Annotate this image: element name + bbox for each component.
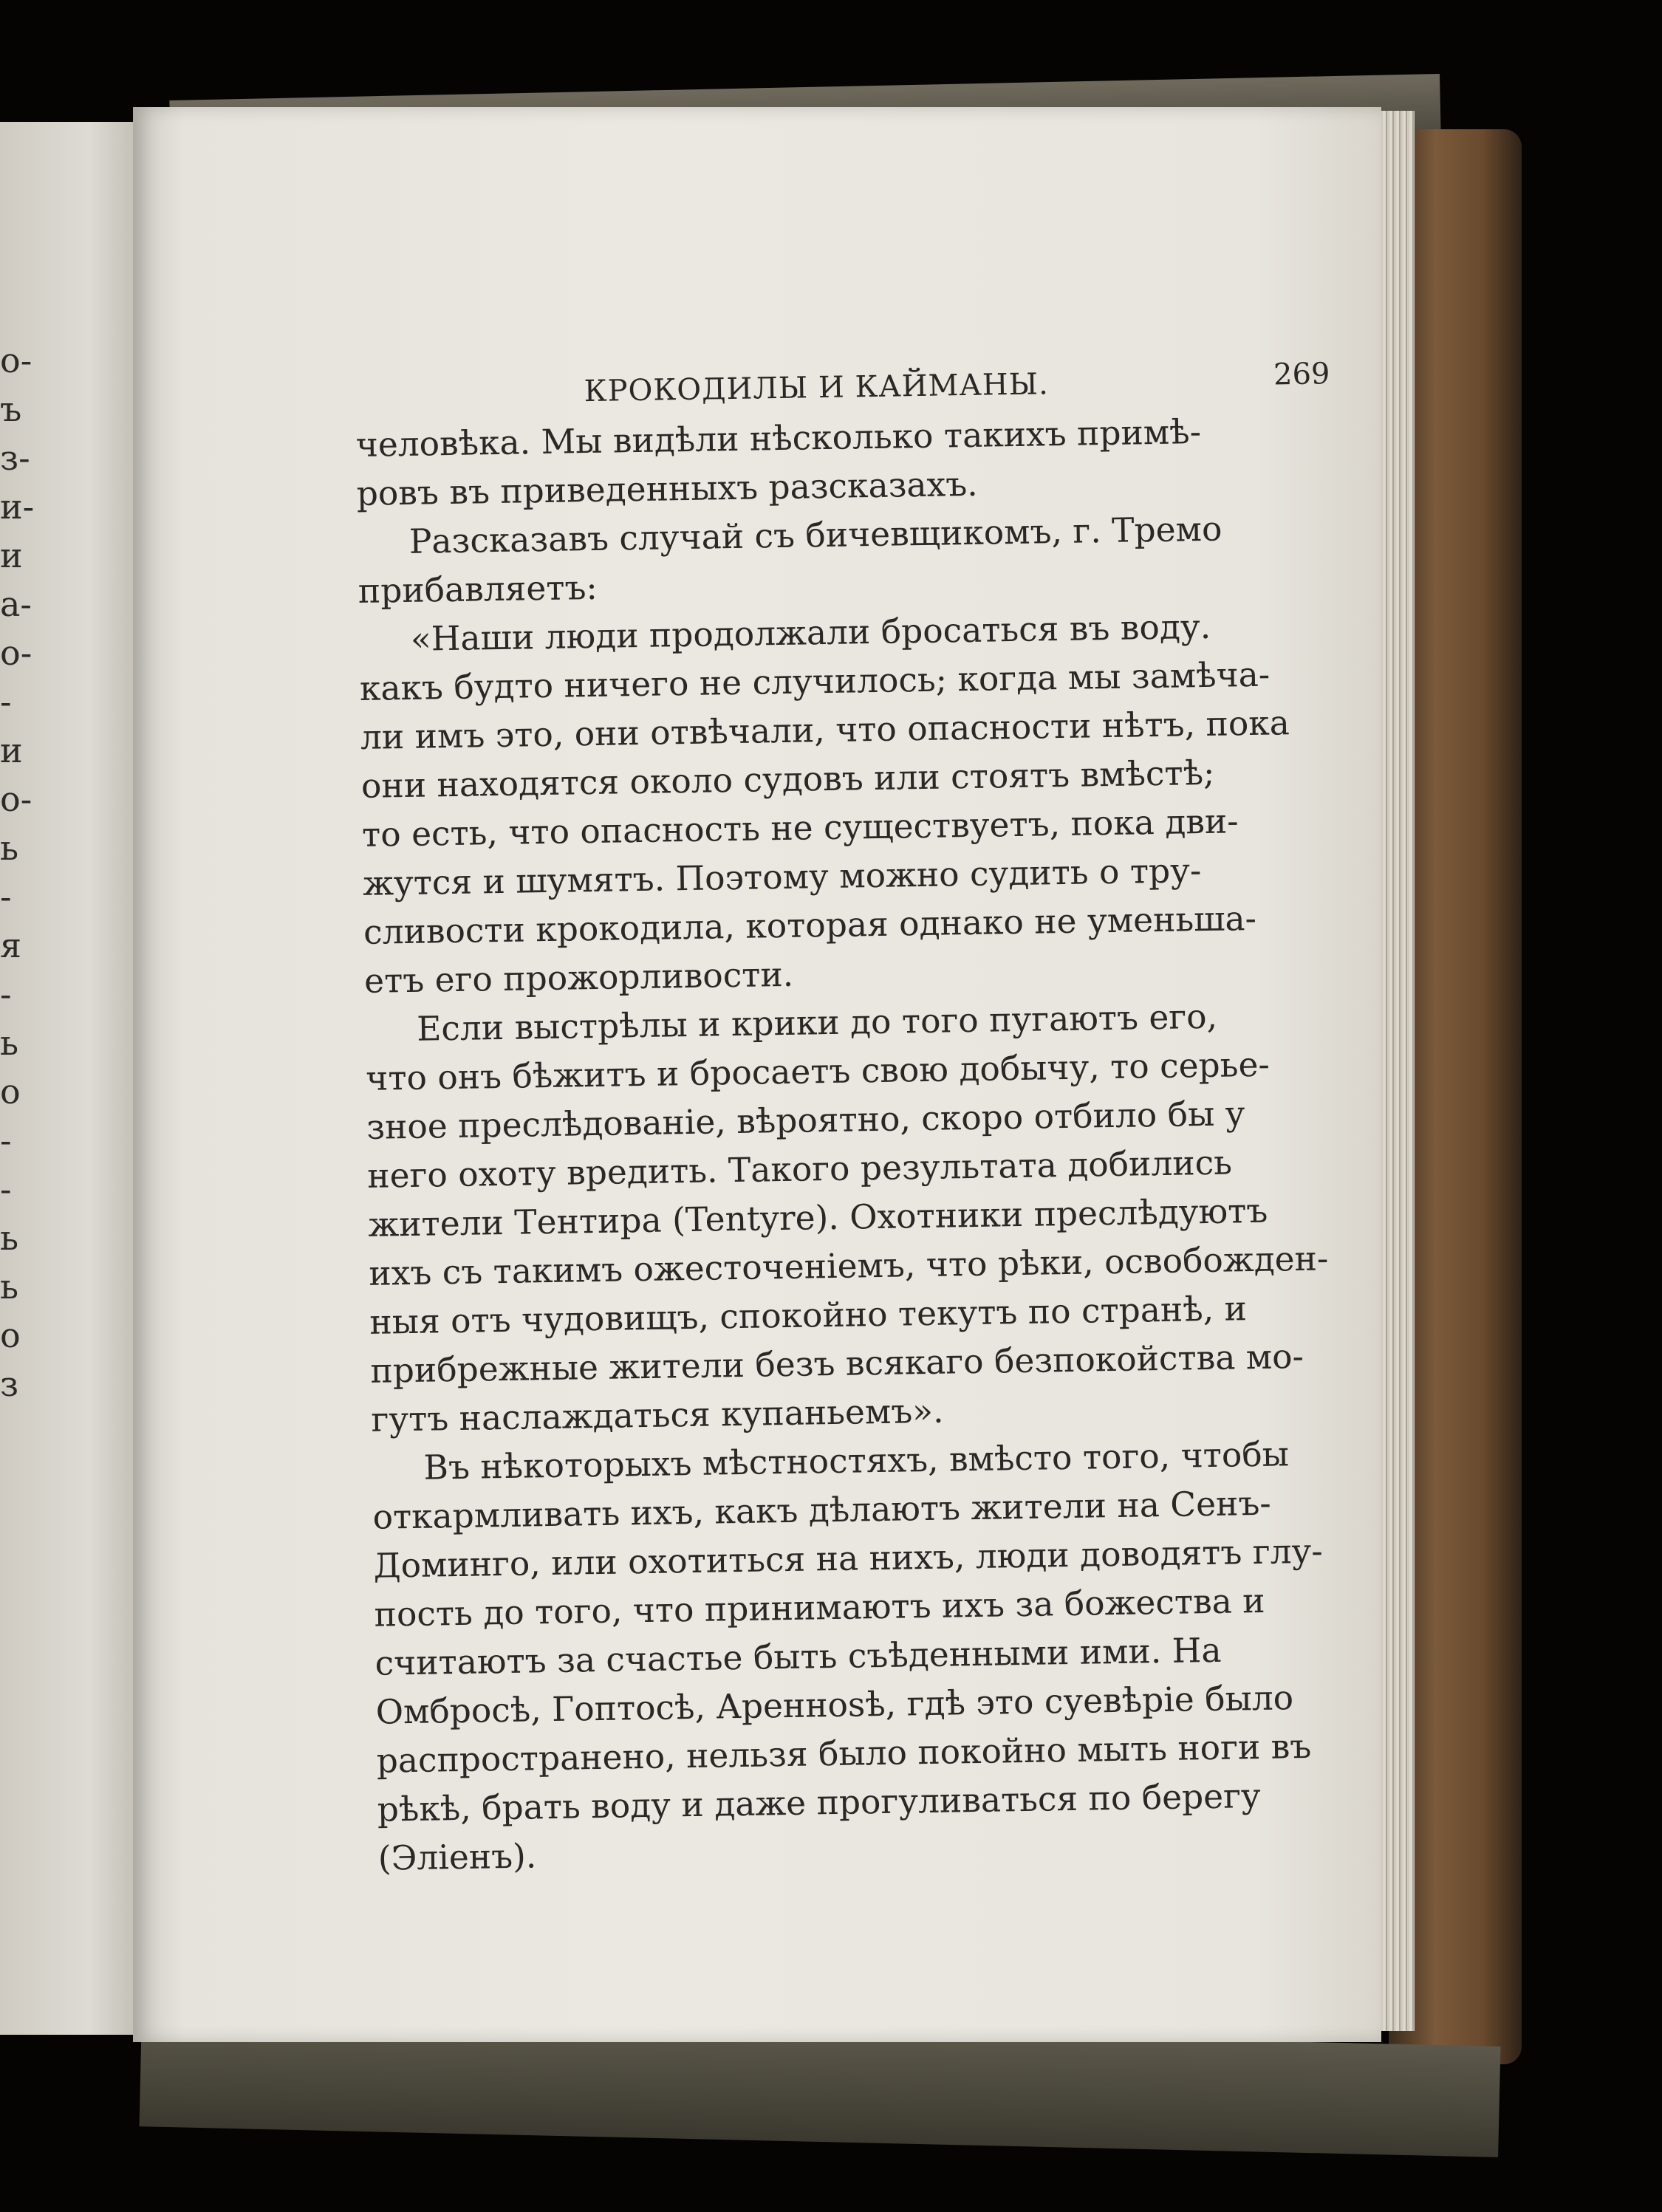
text-line: они находятся около судовъ или стоятъ вмѣстѣ;: [360, 753, 1215, 806]
right-page: [133, 107, 1381, 2042]
text-line: ли имъ это, они отвѣчали, что опасности нѣтъ, пока: [360, 703, 1290, 757]
text-line: «Наши люди продолжали бросаться въ воду.: [410, 606, 1211, 659]
left-page-fragment: з-: [0, 438, 30, 478]
paragraph: [365, 990, 1347, 1445]
left-page-fragment: о-: [0, 633, 33, 673]
text-line: прибавляетъ:: [358, 567, 598, 611]
text-line: то есть, что опасность не существуетъ, пока дви-: [361, 801, 1239, 855]
paragraph: [355, 405, 1332, 518]
page-number: 269: [1273, 357, 1330, 392]
text-line: Если выстрѣлы и крики до того пугаютъ его,: [416, 996, 1218, 1049]
left-page-fragment: и-: [0, 487, 35, 527]
text-line: етъ его прожорливости.: [363, 954, 794, 1001]
text-line: Въ нѣкоторыхъ мѣстностяхъ, вмѣсто того, чтобы: [423, 1434, 1290, 1487]
paragraph: [372, 1429, 1353, 1883]
body-text: [355, 405, 1353, 1883]
paragraph: [358, 600, 1339, 1006]
text-line: прибрежные жители безъ всякаго безпокойства мо-: [370, 1336, 1304, 1391]
left-page-fragment: -: [0, 974, 12, 1014]
left-page-fragment: ь: [0, 828, 19, 868]
text-line: ровъ въ приведенныхъ разсказахъ.: [356, 464, 979, 513]
left-page-fragment: ь: [0, 1218, 19, 1258]
text-line: ихъ съ такимъ ожесточеніемъ, что рѣки, освобожден-: [368, 1239, 1329, 1293]
left-page-fragment: -: [0, 682, 12, 722]
left-page-fragment: ь: [0, 1267, 19, 1307]
text-line: распространено, нельзя было покойно мыть ноги въ: [376, 1726, 1312, 1781]
text-line: него охоту вредить. Такого результата добились: [366, 1143, 1233, 1196]
left-page-fragment: о: [0, 1072, 21, 1112]
text-line: ныя отъ чудовищъ, спокойно текутъ по странѣ, и: [369, 1289, 1248, 1342]
left-page-fragment: о-: [0, 340, 33, 380]
text-line: пость до того, что принимаютъ ихъ за божества и: [374, 1581, 1265, 1634]
text-line: зное преслѣдованіе, вѣроятно, скоро отбило бы у: [366, 1094, 1245, 1147]
text-line: что онъ бѣжитъ и бросаетъ свою добычу, то серье-: [365, 1044, 1271, 1098]
text-line: (Эліенъ).: [377, 1836, 537, 1878]
left-page: [0, 122, 148, 2035]
text-line: рѣкѣ, брать воду и даже прогуливаться по берегу: [377, 1776, 1262, 1829]
left-page-fragment: ь: [0, 1023, 19, 1063]
left-page-fragment: ъ: [0, 389, 22, 429]
text-line: жители Тентира (Tentyre). Охотники преслѣдуютъ: [367, 1191, 1268, 1244]
left-page-fragment: з: [0, 1364, 19, 1404]
text-line: Омбросѣ, Гоптосѣ, Ареннosѣ, гдѣ это суевѣріе было: [375, 1678, 1294, 1732]
text-line: какъ будто ничего не случилось; когда мы замѣча-: [359, 654, 1271, 708]
left-page-fragment: о-: [0, 779, 33, 819]
text-line: откармливать ихъ, какъ дѣлаютъ жители на Сенъ-: [372, 1483, 1272, 1537]
left-page-fragment: а-: [0, 584, 32, 624]
text-line: Доминго, или охотиться на нихъ, люди доводятъ глу-: [373, 1531, 1324, 1586]
page-content: [355, 346, 1353, 1883]
left-page-fragment: -: [0, 877, 12, 917]
left-page-fragment: о: [0, 1315, 21, 1355]
left-page-fragment: и: [0, 730, 23, 770]
left-page-fragment: -: [0, 1120, 12, 1160]
text-line: гутъ наслаждаться купаньемъ».: [371, 1391, 944, 1439]
text-line: жутся и шумятъ. Поэтому можно судить о тру-: [362, 851, 1202, 903]
running-title: КРОКОДИЛЫ И КАЙМАНЫ.: [584, 367, 1050, 409]
paragraph: [357, 503, 1333, 616]
text-line: человѣка. Мы видѣли нѣсколько такихъ примѣ-: [355, 412, 1202, 465]
left-page-fragment: -: [0, 1169, 12, 1209]
left-page-fragment: и: [0, 535, 23, 575]
text-line: сливости крокодила, которая однако не уменьша-: [363, 898, 1257, 952]
text-line: Разсказавъ случай съ бичевщикомъ, г. Тремо: [408, 509, 1222, 561]
text-line: считаютъ за счастье быть съѣденными ими. На: [375, 1630, 1222, 1683]
left-page-fragment: я: [0, 925, 22, 965]
